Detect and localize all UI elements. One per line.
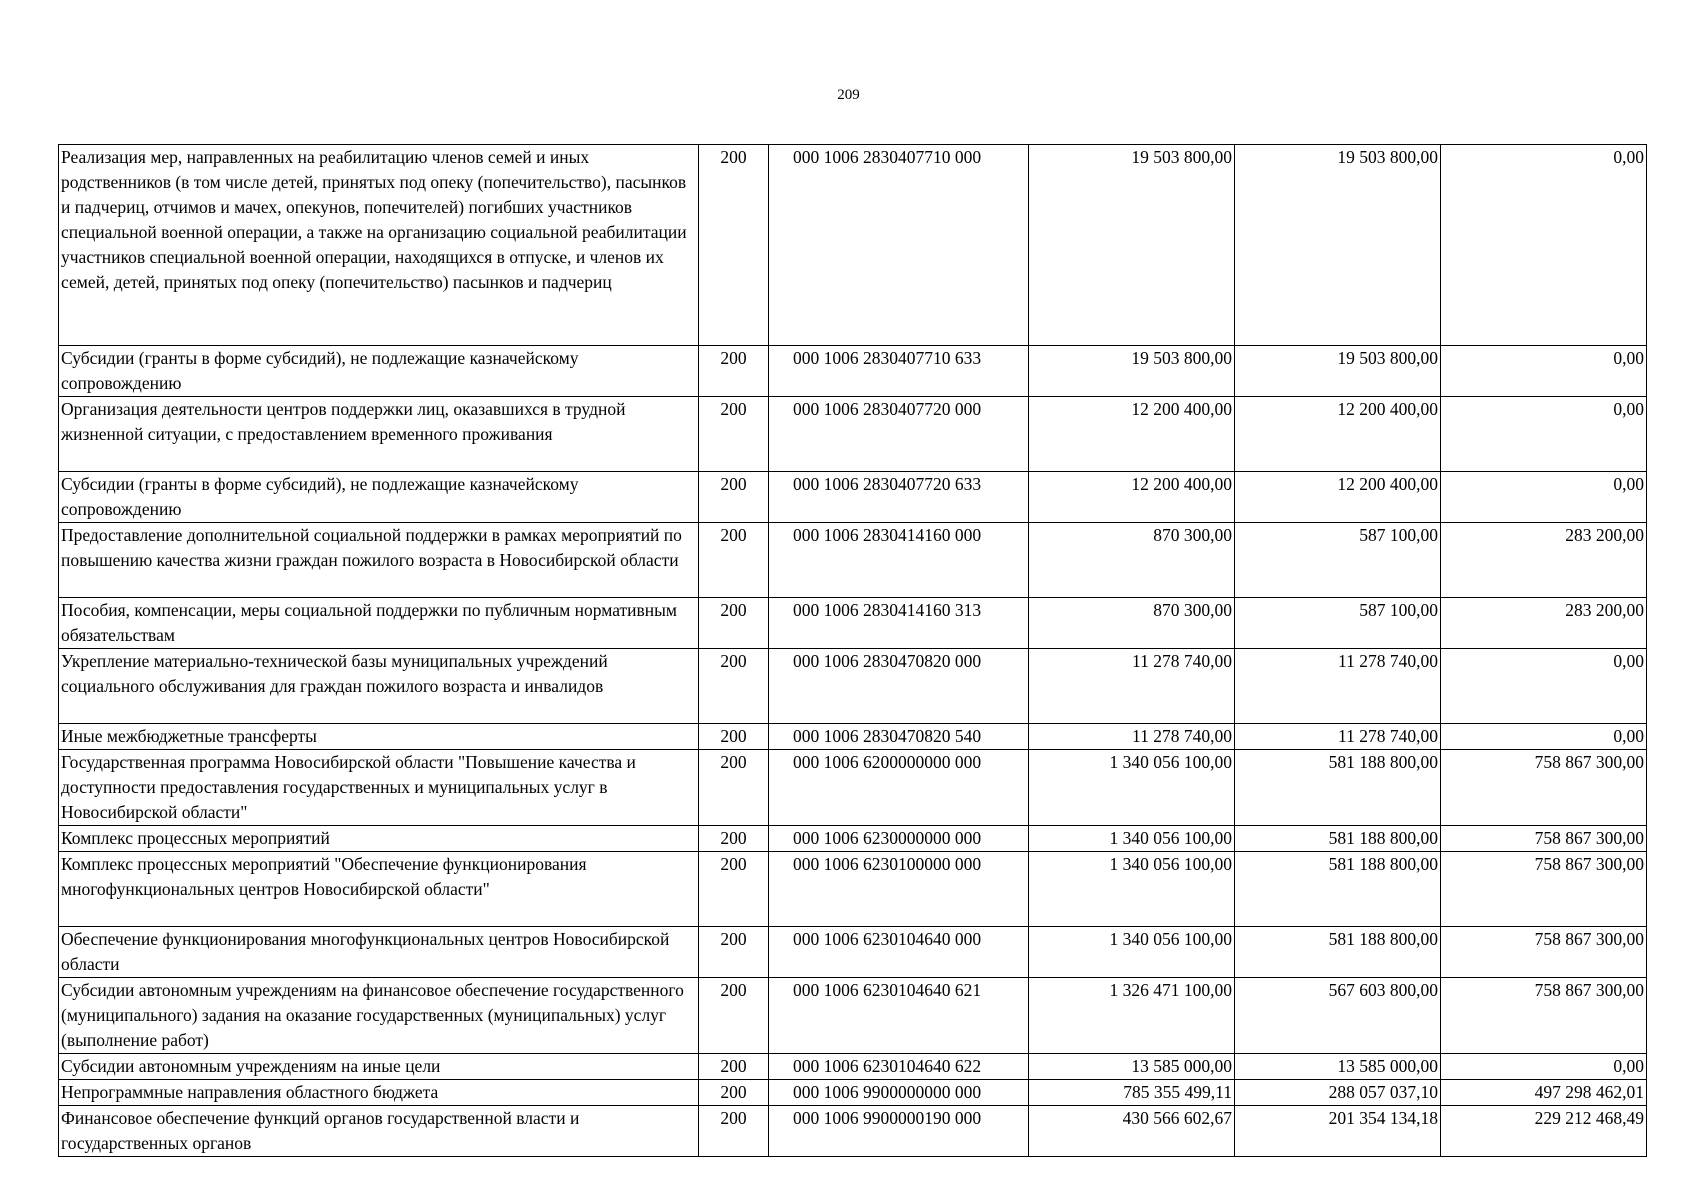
row-code-cell: 200	[699, 978, 769, 1054]
row-code-cell: 200	[699, 523, 769, 598]
row-executed-cell: 581 188 800,00	[1235, 826, 1441, 852]
row-approved-cell: 1 340 056 100,00	[1029, 750, 1235, 826]
table-row	[59, 1054, 1647, 1080]
row-approved-cell: 19 503 800,00	[1029, 145, 1235, 346]
row-code-cell: 200	[699, 346, 769, 397]
row-approved-cell: 430 566 602,67	[1029, 1106, 1235, 1157]
row-classification-cell: 000 1006 9900000000 000	[769, 1080, 1029, 1106]
table-row	[59, 346, 1647, 397]
row-name-cell: Субсидии автономным учреждениям на финансовое обеспечение государственного (муниципального) задания на оказание государственных (муниципальных) услуг (выполнение работ)	[59, 978, 699, 1054]
row-approved-cell: 13 585 000,00	[1029, 1054, 1235, 1080]
row-classification-cell: 000 1006 2830407710 633	[769, 346, 1029, 397]
row-unexecuted-cell: 229 212 468,49	[1441, 1106, 1647, 1157]
table-row	[59, 145, 1647, 346]
row-code-cell: 200	[699, 927, 769, 978]
row-classification-cell: 000 1006 2830407720 633	[769, 472, 1029, 523]
row-executed-cell: 288 057 037,10	[1235, 1080, 1441, 1106]
row-classification-cell: 000 1006 6230100000 000	[769, 852, 1029, 927]
row-unexecuted-cell: 758 867 300,00	[1441, 826, 1647, 852]
row-unexecuted-cell: 758 867 300,00	[1441, 927, 1647, 978]
table-row	[59, 1080, 1647, 1106]
table-row	[59, 1106, 1647, 1157]
row-name-cell: Реализация мер, направленных на реабилитацию членов семей и иных родственников (в том числе детей, принятых под опеку (попечительство), пасынков и падчериц, отчимов и мачех, опекунов, попечителей) погибших участников специальной военной операции, а также на организацию социальной реабилитации участников специальной военной операции, находящихся в отпуске, и членов их семей, детей, принятых под опеку (попечительство) пасынков и падчериц	[59, 145, 699, 346]
table-row	[59, 523, 1647, 598]
row-code-cell: 200	[699, 1080, 769, 1106]
row-approved-cell: 785 355 499,11	[1029, 1080, 1235, 1106]
row-name-cell: Укрепление материально-технической базы муниципальных учреждений социального обслуживания для граждан пожилого возраста и инвалидов	[59, 649, 699, 724]
row-name-cell: Финансовое обеспечение функций органов государственной власти и государственных органов	[59, 1106, 699, 1157]
row-approved-cell: 1 340 056 100,00	[1029, 826, 1235, 852]
table-row	[59, 724, 1647, 750]
row-name-cell: Предоставление дополнительной социальной поддержки в рамках мероприятий по повышению качества жизни граждан пожилого возраста в Новосибирской области	[59, 523, 699, 598]
row-name-cell: Пособия, компенсации, меры социальной поддержки по публичным нормативным обязательствам	[59, 598, 699, 649]
row-executed-cell: 587 100,00	[1235, 598, 1441, 649]
row-unexecuted-cell: 758 867 300,00	[1441, 978, 1647, 1054]
row-unexecuted-cell: 0,00	[1441, 724, 1647, 750]
row-code-cell: 200	[699, 1106, 769, 1157]
row-approved-cell: 12 200 400,00	[1029, 397, 1235, 472]
table-row	[59, 649, 1647, 724]
row-approved-cell: 12 200 400,00	[1029, 472, 1235, 523]
row-classification-cell: 000 1006 2830407720 000	[769, 397, 1029, 472]
row-name-cell: Субсидии (гранты в форме субсидий), не подлежащие казначейскому сопровождению	[59, 346, 699, 397]
budget-execution-table	[58, 144, 1647, 1157]
row-name-cell: Комплекс процессных мероприятий	[59, 826, 699, 852]
row-approved-cell: 19 503 800,00	[1029, 346, 1235, 397]
row-name-cell: Государственная программа Новосибирской области "Повышение качества и доступности предоставления государственных и муниципальных услуг в Новосибирской области"	[59, 750, 699, 826]
row-name-cell: Организация деятельности центров поддержки лиц, оказавшихся в трудной жизненной ситуации, с предоставлением временного проживания	[59, 397, 699, 472]
row-unexecuted-cell: 0,00	[1441, 145, 1647, 346]
row-executed-cell: 581 188 800,00	[1235, 750, 1441, 826]
table-row	[59, 852, 1647, 927]
table-row	[59, 978, 1647, 1054]
row-unexecuted-cell: 758 867 300,00	[1441, 750, 1647, 826]
table-row	[59, 472, 1647, 523]
page-number: 209	[837, 87, 860, 103]
row-classification-cell: 000 1006 6230104640 000	[769, 927, 1029, 978]
row-name-cell: Субсидии автономным учреждениям на иные цели	[59, 1054, 699, 1080]
row-classification-cell: 000 1006 2830407710 000	[769, 145, 1029, 346]
row-executed-cell: 11 278 740,00	[1235, 724, 1441, 750]
row-executed-cell: 11 278 740,00	[1235, 649, 1441, 724]
row-name-cell: Иные межбюджетные трансферты	[59, 724, 699, 750]
row-name-cell: Субсидии (гранты в форме субсидий), не подлежащие казначейскому сопровождению	[59, 472, 699, 523]
row-classification-cell: 000 1006 2830414160 313	[769, 598, 1029, 649]
row-executed-cell: 19 503 800,00	[1235, 346, 1441, 397]
row-code-cell: 200	[699, 750, 769, 826]
row-name-cell: Непрограммные направления областного бюджета	[59, 1080, 699, 1106]
row-unexecuted-cell: 758 867 300,00	[1441, 852, 1647, 927]
row-classification-cell: 000 1006 6230104640 621	[769, 978, 1029, 1054]
row-classification-cell: 000 1006 2830470820 000	[769, 649, 1029, 724]
row-unexecuted-cell: 0,00	[1441, 649, 1647, 724]
row-classification-cell: 000 1006 6230000000 000	[769, 826, 1029, 852]
row-executed-cell: 581 188 800,00	[1235, 927, 1441, 978]
row-unexecuted-cell: 0,00	[1441, 1054, 1647, 1080]
row-code-cell: 200	[699, 145, 769, 346]
row-unexecuted-cell: 283 200,00	[1441, 523, 1647, 598]
row-classification-cell: 000 1006 6230104640 622	[769, 1054, 1029, 1080]
row-executed-cell: 581 188 800,00	[1235, 852, 1441, 927]
row-approved-cell: 11 278 740,00	[1029, 724, 1235, 750]
row-code-cell: 200	[699, 472, 769, 523]
row-executed-cell: 12 200 400,00	[1235, 472, 1441, 523]
row-approved-cell: 870 300,00	[1029, 523, 1235, 598]
row-classification-cell: 000 1006 2830414160 000	[769, 523, 1029, 598]
row-approved-cell: 1 340 056 100,00	[1029, 927, 1235, 978]
table-body	[59, 145, 1647, 1157]
table-row	[59, 927, 1647, 978]
row-executed-cell: 13 585 000,00	[1235, 1054, 1441, 1080]
row-executed-cell: 587 100,00	[1235, 523, 1441, 598]
row-unexecuted-cell: 283 200,00	[1441, 598, 1647, 649]
row-approved-cell: 1 340 056 100,00	[1029, 852, 1235, 927]
row-approved-cell: 1 326 471 100,00	[1029, 978, 1235, 1054]
row-name-cell: Обеспечение функционирования многофункциональных центров Новосибирской области	[59, 927, 699, 978]
row-classification-cell: 000 1006 9900000190 000	[769, 1106, 1029, 1157]
row-executed-cell: 567 603 800,00	[1235, 978, 1441, 1054]
row-unexecuted-cell: 497 298 462,01	[1441, 1080, 1647, 1106]
row-code-cell: 200	[699, 1054, 769, 1080]
row-unexecuted-cell: 0,00	[1441, 346, 1647, 397]
row-classification-cell: 000 1006 6200000000 000	[769, 750, 1029, 826]
row-code-cell: 200	[699, 598, 769, 649]
row-code-cell: 200	[699, 724, 769, 750]
row-executed-cell: 201 354 134,18	[1235, 1106, 1441, 1157]
table-row	[59, 750, 1647, 826]
row-executed-cell: 12 200 400,00	[1235, 397, 1441, 472]
row-unexecuted-cell: 0,00	[1441, 397, 1647, 472]
table-row	[59, 826, 1647, 852]
row-name-cell: Комплекс процессных мероприятий "Обеспечение функционирования многофункциональных центров Новосибирской области"	[59, 852, 699, 927]
table-row	[59, 598, 1647, 649]
row-code-cell: 200	[699, 649, 769, 724]
row-executed-cell: 19 503 800,00	[1235, 145, 1441, 346]
row-approved-cell: 870 300,00	[1029, 598, 1235, 649]
row-approved-cell: 11 278 740,00	[1029, 649, 1235, 724]
table-row	[59, 397, 1647, 472]
row-classification-cell: 000 1006 2830470820 540	[769, 724, 1029, 750]
row-code-cell: 200	[699, 397, 769, 472]
row-code-cell: 200	[699, 826, 769, 852]
row-unexecuted-cell: 0,00	[1441, 472, 1647, 523]
row-code-cell: 200	[699, 852, 769, 927]
